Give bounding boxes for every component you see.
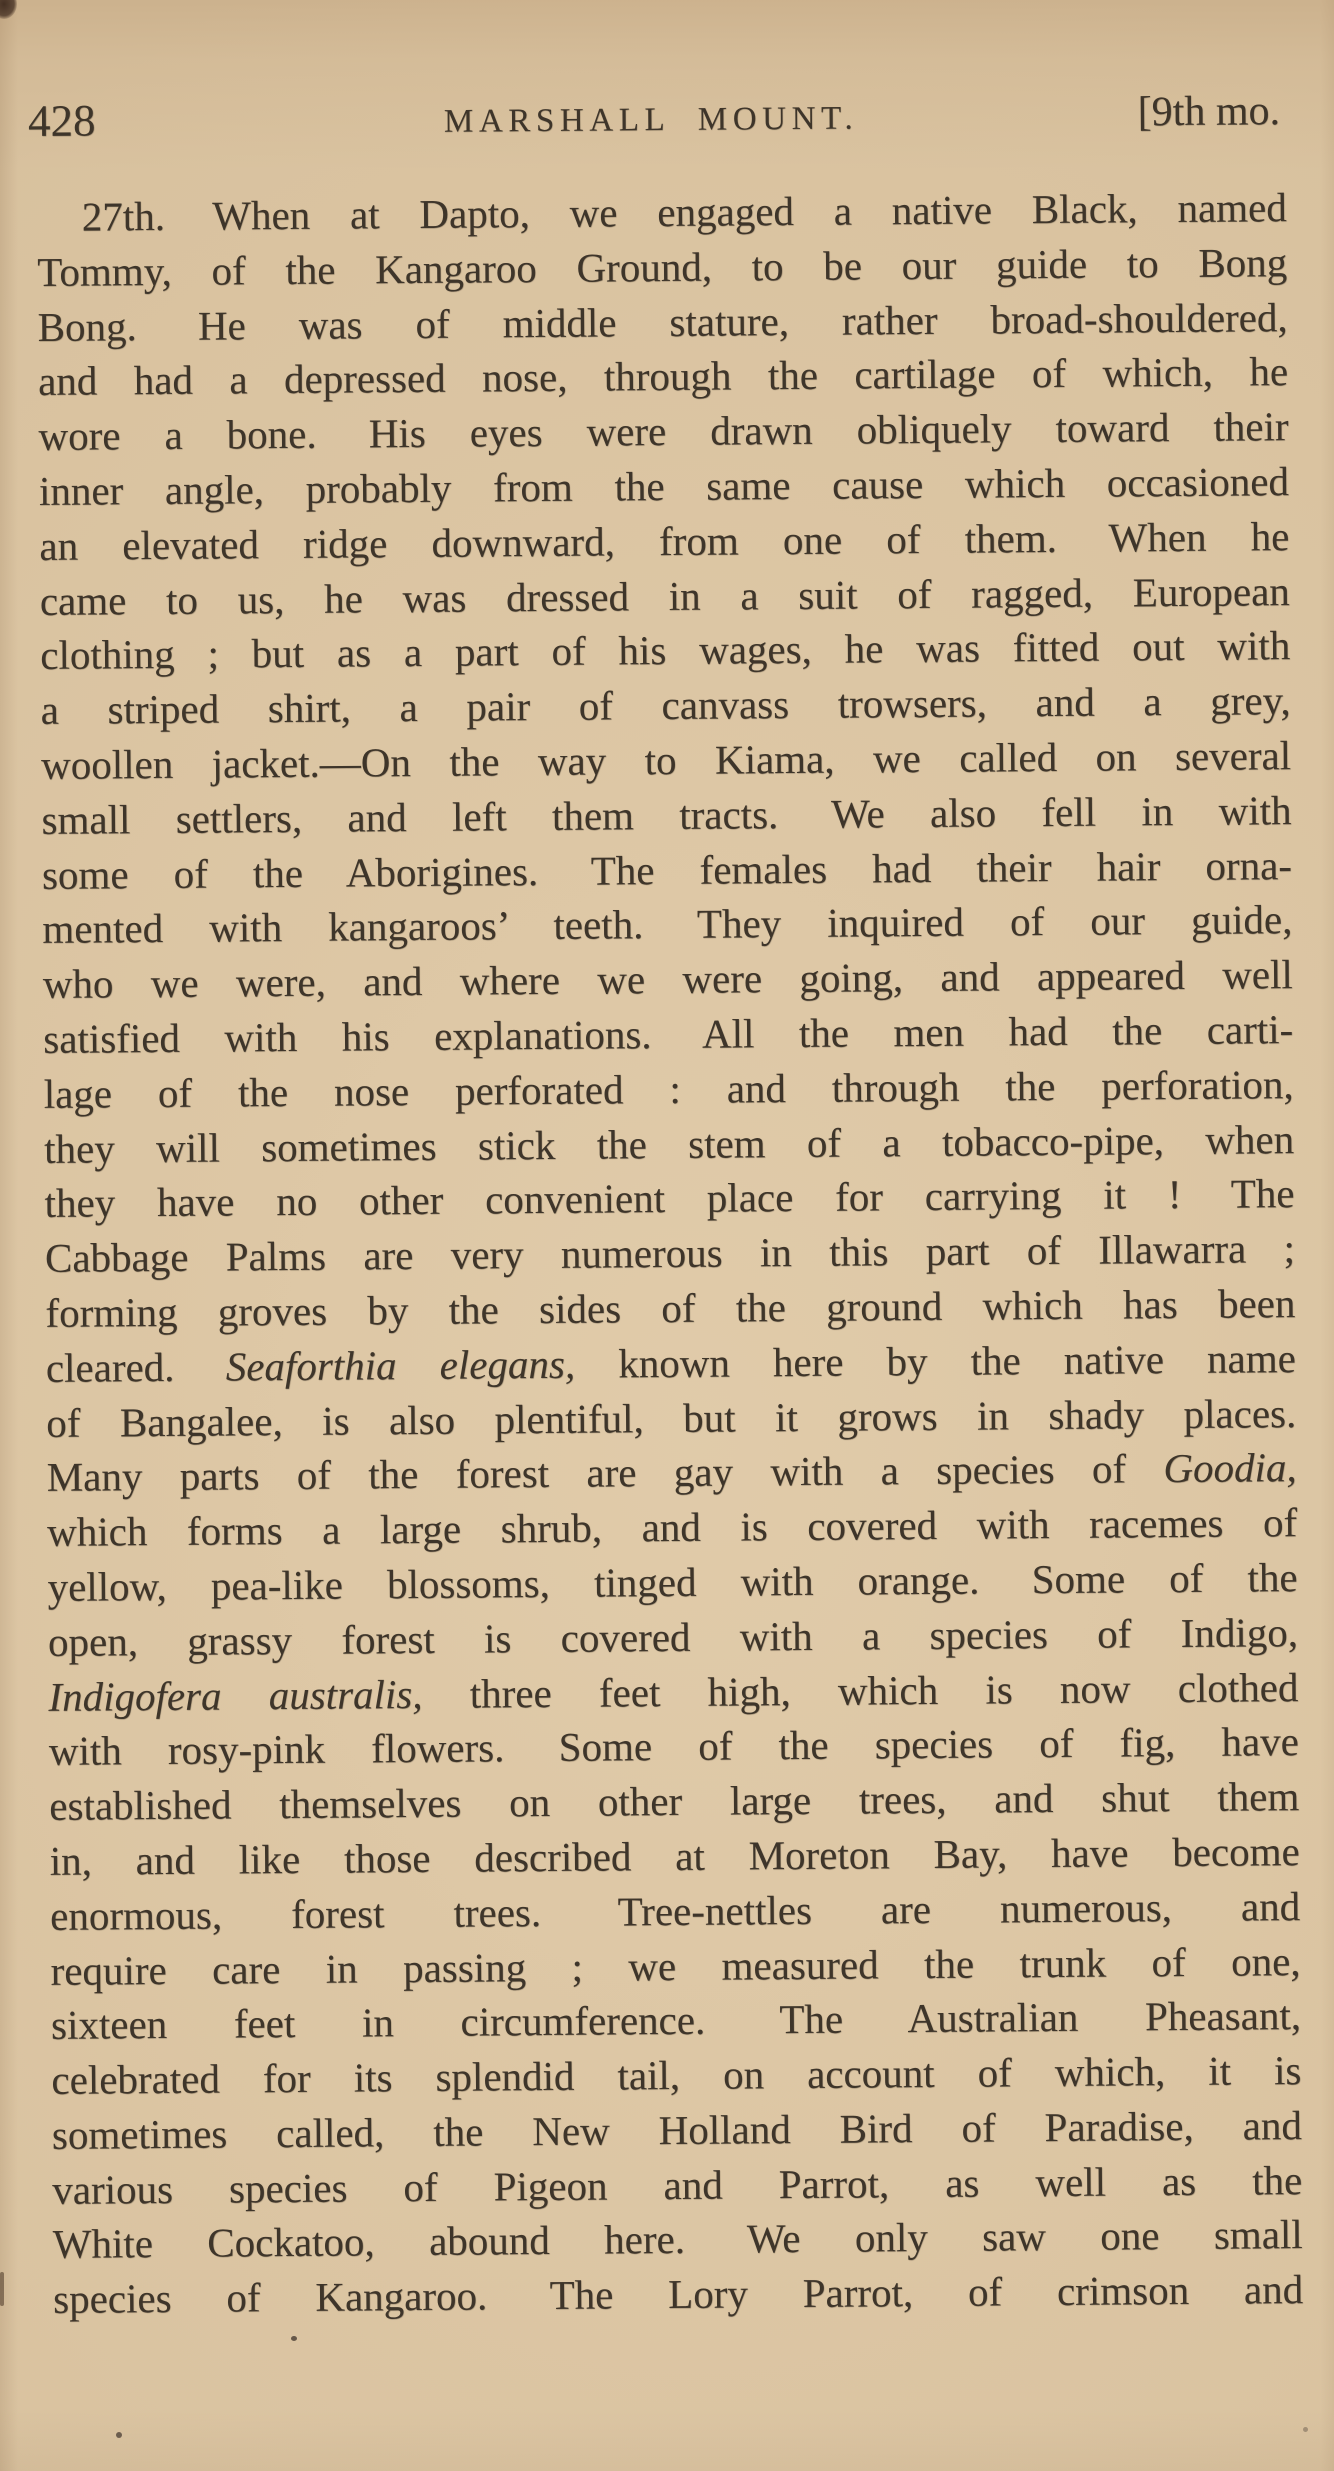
- text-segment: forming groves by the sides of the ground which has been: [45, 1280, 1296, 1336]
- text-segment: cleared.: [45, 1343, 226, 1391]
- text-segment: Many parts of the forest are gay with a species of: [46, 1445, 1164, 1501]
- text-line: [47, 1440, 1297, 1505]
- text-segment: mented with kangaroos’ teeth. They inquired of our guide,: [42, 896, 1293, 953]
- text-segment: species of Kangaroo. The Lory Parrot, of crimson and: [52, 2266, 1304, 2323]
- text-line: [39, 454, 1289, 519]
- text-line: [51, 2043, 1301, 2108]
- text-segment: Bong. He was of middle stature, rather broad-shouldered,: [37, 293, 1288, 350]
- text-segment: came to us, he was dressed in a suit of ragged, European: [39, 567, 1290, 624]
- text-line: [41, 783, 1291, 848]
- text-line: [52, 2098, 1302, 2163]
- text-line: [48, 1605, 1298, 1670]
- text-line: [50, 1824, 1300, 1889]
- text-segment: in, and like those described at Moreton Bay, have become: [49, 1827, 1300, 1884]
- text-segment: 27th. When at Dapto, we engaged a native Black, named: [81, 184, 1287, 240]
- ink-speck: [116, 2432, 122, 2438]
- page-number: 428: [27, 95, 96, 147]
- text-segment: with rosy-pink flowers. Some of the species of fig, have: [48, 1718, 1300, 1775]
- text-segment: enormous, forest trees. Tree-nettles are numerous, and: [49, 1882, 1301, 1939]
- text-segment: some of the Aborigines. The females had their hair orna-: [41, 841, 1293, 898]
- text-segment: Tommy, of the Kangaroo Ground, to be our guide to Bong: [37, 238, 1288, 295]
- text-line: [51, 1988, 1301, 2053]
- text-line: [44, 1166, 1294, 1231]
- text-segment: Cabbage Palms are very numerous in this part of Illawarra ;: [44, 1225, 1296, 1282]
- text-line: [47, 1550, 1297, 1615]
- text-segment: wore a bone. His eyes were drawn obliquely toward their: [38, 403, 1289, 460]
- text-segment: which forms a large shrub, and is covered with racemes of: [46, 1499, 1298, 1556]
- text-segment: of Bangalee, is also plentiful, but it grows in shady places.: [46, 1389, 1297, 1446]
- text-segment: small settlers, and left them tracts. We also fell in with: [41, 786, 1292, 843]
- text-line: [37, 180, 1287, 245]
- text-line: [38, 399, 1288, 464]
- text-line: [42, 892, 1292, 957]
- text-line: [50, 1934, 1300, 1999]
- running-title: MARSHALL MOUNT.: [443, 100, 859, 140]
- text-line: [43, 947, 1293, 1012]
- text-segment: a striped shirt, a pair of canvass trowsers, and a grey,: [40, 677, 1291, 734]
- text-segment: lage of the nose perforated : and through the perforation,: [43, 1060, 1294, 1117]
- text-segment: three feet high, which is now clothed: [422, 1663, 1299, 1717]
- text-line: [41, 728, 1291, 793]
- species-name-italic: Goodia,: [1163, 1444, 1297, 1492]
- text-segment: various species of Pigeon and Parrot, as well as the: [52, 2156, 1303, 2213]
- text-line: [45, 1221, 1295, 1286]
- text-line: [49, 1769, 1299, 1834]
- text-line: [46, 1386, 1296, 1451]
- text-segment: who we were, and where we were going, and appeared well: [42, 951, 1293, 1008]
- ink-speck: [291, 2336, 297, 2341]
- text-line: [37, 290, 1287, 355]
- text-segment: they have no other convenient place for carrying it ! The: [44, 1170, 1295, 1227]
- text-segment: sixteen feet in circumference. The Australian Pheasant,: [50, 1992, 1302, 2049]
- month-marker: [9th mo.: [1137, 88, 1281, 136]
- text-line: [53, 2262, 1303, 2327]
- text-line: [43, 1057, 1293, 1122]
- text-segment: sometimes called, the New Holland Bird of Paradise, and: [51, 2101, 1303, 2158]
- text-segment: woollen jacket.—On the way to Kiama, we called on several: [40, 732, 1292, 788]
- text-segment: satisfied with his explanations. All the men had the carti-: [43, 1006, 1294, 1062]
- text-segment: they will sometimes stick the stem of a tobacco-pipe, when: [43, 1115, 1295, 1172]
- text-segment: yellow, pea-like blossoms, tinged with orange. Some of the: [47, 1554, 1298, 1610]
- text-line: [46, 1331, 1296, 1396]
- text-segment: known here by the native name: [574, 1334, 1297, 1387]
- species-name-italic: Indigofera australis,: [48, 1670, 423, 1720]
- text-line: [38, 345, 1288, 410]
- text-segment: clothing ; but as a part of his wages, he was fitted out with: [40, 622, 1291, 679]
- text-line: [50, 1879, 1300, 1944]
- text-segment: established themselves on other large trees, and shut them: [49, 1773, 1300, 1830]
- body-text: [37, 180, 1304, 2327]
- text-line: [52, 2153, 1302, 2218]
- text-line: [48, 1660, 1298, 1725]
- text-line: [40, 564, 1290, 629]
- text-line: [42, 838, 1292, 903]
- text-line: [37, 235, 1287, 300]
- text-segment: inner angle, probably from the same cause which occasioned: [38, 458, 1290, 514]
- text-segment: require care in passing ; we measured the trunk of one,: [50, 1937, 1301, 1994]
- ink-speck: [1303, 2427, 1308, 2432]
- text-line: [47, 1495, 1297, 1560]
- text-segment: celebrated for its splendid tail, on account of which, it is: [51, 2047, 1302, 2103]
- text-line: [44, 1112, 1294, 1177]
- text-line: [45, 1276, 1295, 1341]
- scan-edge-artifact: [0, 2272, 4, 2306]
- text-segment: open, grassy forest is covered with a species of Indigo,: [47, 1608, 1299, 1665]
- text-line: [53, 2208, 1303, 2273]
- text-line: [49, 1714, 1299, 1779]
- text-line: [39, 509, 1289, 574]
- text-segment: an elevated ridge downward, from one of them. When he: [39, 512, 1290, 569]
- text-line: [43, 1002, 1293, 1067]
- species-name-italic: Seaforthia elegans,: [225, 1340, 576, 1390]
- text-segment: and had a depressed nose, through the cartilage of which, he: [37, 348, 1289, 405]
- text-segment: White Cockatoo, abound here. We only saw one small: [52, 2211, 1303, 2268]
- text-line: [40, 673, 1290, 738]
- text-line: [40, 618, 1290, 683]
